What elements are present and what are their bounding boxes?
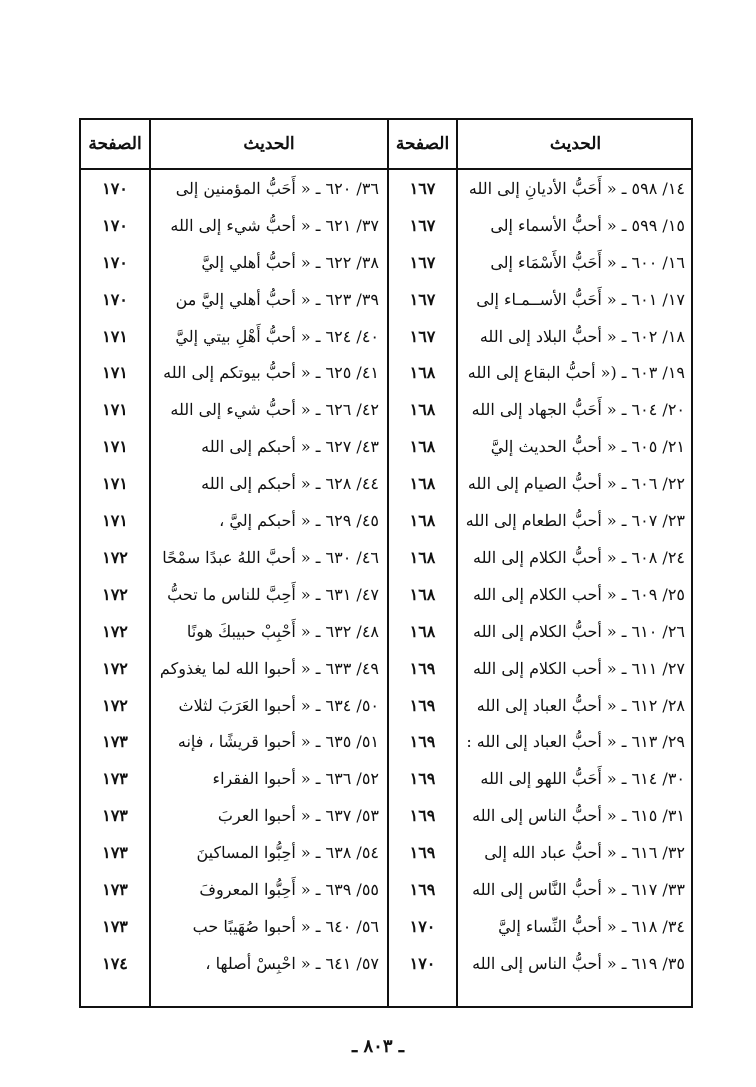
- page-ref: ١٧٢: [102, 695, 128, 715]
- hadith-entry: ٥٠/ ٦٣٤ ـ « أحبوا العَرَبَ لثلاث: [178, 695, 379, 715]
- hadith-entry: ١٨/ ٦٠٢ ـ « أحبُّ البلاد إلى الله: [479, 326, 685, 346]
- page-ref: ١٦٧: [409, 178, 436, 198]
- hadith-entry: ٢٨/ ٦١٢ ـ « أحبُّ العباد إلى الله: [476, 695, 685, 715]
- table-row: [81, 318, 691, 355]
- hadith-entry: ٣٨/ ٦٢٢ ـ « أحبُّ أهلي إليَّ: [201, 252, 379, 272]
- table-row: [81, 502, 691, 539]
- table-row: [81, 428, 691, 465]
- page-ref: ١٧٣: [102, 880, 128, 900]
- page-ref: ١٦٧: [409, 326, 436, 346]
- page-number: ـ ٨٠٣ ـ: [351, 1036, 405, 1057]
- table-row: [81, 871, 691, 908]
- hadith-entry: ٢١/ ٦٠٥ ـ « أحبُّ الحديث إليَّ: [490, 437, 685, 457]
- hadith-entry: ٢٩/ ٦١٣ ـ « أحبُّ العباد إلى الله :: [466, 732, 685, 752]
- page-ref: ١٧٠: [409, 953, 436, 973]
- table-row: [81, 724, 691, 761]
- header-page-left: الصفحة: [88, 134, 142, 154]
- header-hadith-left: الحديث: [243, 134, 295, 154]
- page-ref: ١٦٨: [409, 511, 436, 531]
- page-ref: ١٧١: [102, 326, 128, 346]
- page-ref: ١٧١: [102, 400, 128, 420]
- page-ref: ١٧٣: [102, 732, 128, 752]
- header-hadith-right: الحديث: [549, 134, 602, 154]
- hadith-entry: ٤٩/ ٦٣٣ ـ « أحبوا الله لما يغذوكم: [159, 658, 379, 678]
- table-row: [81, 945, 691, 982]
- hadith-entry: ٤٥/ ٦٢٩ ـ « أحبكم إليَّ ،: [219, 511, 379, 531]
- page-ref: ١٦٧: [409, 252, 436, 272]
- page-ref: ١٦٧: [409, 289, 436, 309]
- page-ref: ١٧٠: [409, 916, 436, 936]
- hadith-entry: ٢٦/ ٦١٠ ـ « أحبُّ الكلام إلى الله: [473, 621, 685, 641]
- hadith-entry: ٣٣/ ٦١٧ ـ « أحبُّ النَّاس إلى الله: [472, 880, 685, 900]
- table-row: [81, 170, 691, 207]
- page-ref: ١٦٨: [409, 584, 436, 604]
- hadith-entry: ٣٥/ ٦١٩ ـ « أحبُّ الناس إلى الله: [472, 953, 685, 973]
- hadith-entry: ٤١/ ٦٢٥ ـ « أحبُّ بيوتكم إلى الله: [163, 363, 379, 383]
- page-ref: ١٧٢: [102, 547, 128, 567]
- hadith-entry: ٢٥/ ٦٠٩ ـ « أحب الكلام إلى الله: [473, 584, 685, 604]
- table-row: [81, 687, 691, 724]
- hadith-entry: ٢٠/ ٦٠٤ ـ « أَحَبُّ الجهاد إلى الله: [471, 400, 685, 420]
- page-ref: ١٧٠: [102, 215, 128, 235]
- page-ref: ١٦٩: [409, 806, 436, 826]
- hadith-entry: ٤٠/ ٦٢٤ ـ « أحبُّ أَهْلِ بيتي إليَّ: [175, 326, 379, 346]
- hadith-entry: ٤٣/ ٦٢٧ ـ « أحبكم إلى الله: [201, 437, 379, 457]
- hadith-entry: ٢٤/ ٦٠٨ ـ « أحبُّ الكلام إلى الله: [473, 547, 685, 567]
- hadith-entry: ٥٧/ ٦٤١ ـ « احْبِسْ أصلها ،: [205, 953, 379, 973]
- table-row: [81, 613, 691, 650]
- hadith-entry: ٣٦/ ٦٢٠ ـ « أَحَبُّ المؤمنين إلى: [175, 178, 379, 198]
- hadith-entry: ٢٢/ ٦٠٦ ـ « أحبُّ الصيام إلى الله: [467, 474, 685, 494]
- page-ref: ١٦٩: [409, 732, 436, 752]
- table-row: [81, 391, 691, 428]
- hadith-entry: ٢٣/ ٦٠٧ ـ « أحبُّ الطعام إلى الله: [465, 511, 685, 531]
- hadith-entry: ٥٦/ ٦٤٠ ـ « أحبوا صُهَيبًا حب: [192, 916, 379, 936]
- page-ref: ١٦٩: [409, 658, 436, 678]
- table-row: [81, 834, 691, 871]
- table-row: [81, 576, 691, 613]
- page-ref: ١٦٨: [409, 363, 436, 383]
- hadith-entry: ٤٧/ ٦٣١ ـ « أَحِبَّ للناس ما تحبُّ: [167, 584, 379, 604]
- page-ref: ١٧١: [102, 474, 128, 494]
- table-row: [81, 355, 691, 392]
- hadith-entry: ٤٢/ ٦٢٦ ـ « أحبُّ شيء إلى الله: [170, 400, 379, 420]
- page-ref: ١٦٨: [409, 437, 436, 457]
- page-ref: ١٧٣: [102, 769, 128, 789]
- page-ref: ١٦٨: [409, 547, 436, 567]
- page-ref: ١٧١: [102, 437, 128, 457]
- table-row: [81, 539, 691, 576]
- hadith-entry: ٣٢/ ٦١٦ ـ « أحبُّ عباد الله إلى: [484, 843, 685, 863]
- hadith-entry: ١٧/ ٦٠١ ـ « أَحَبُّ الأســمـاء إلى: [476, 289, 685, 309]
- hadith-entry: ٢٧/ ٦١١ ـ « أحب الكلام إلى الله: [473, 658, 685, 678]
- hadith-entry: ٥٤/ ٦٣٨ ـ « أحِبُّوا المساكينَ: [196, 843, 379, 863]
- hadith-entry: ١٥/ ٥٩٩ ـ « أحبُّ الأسماء إلى: [490, 215, 685, 235]
- page-ref: ١٧٢: [102, 621, 128, 641]
- hadith-entry: ٣٠/ ٦١٤ ـ « أَحَبُّ اللهو إلى الله: [480, 769, 685, 789]
- hadith-entry: ١٦/ ٦٠٠ ـ « أَحَبُّ الأَسْمَاء إلى: [490, 252, 685, 272]
- page-ref: ١٧٤: [102, 953, 128, 973]
- hadith-entry: ٥٢/ ٦٣٦ ـ « أحبوا الفقراء: [212, 769, 379, 789]
- hadith-entry: ٤٤/ ٦٢٨ ـ « أحبكم إلى الله: [201, 474, 379, 494]
- page-ref: ١٧٢: [102, 658, 128, 678]
- hadith-entry: ٣٧/ ٦٢١ ـ « أحبُّ شيء إلى الله: [170, 215, 379, 235]
- page-ref: ١٧١: [102, 511, 128, 531]
- table-row: [81, 244, 691, 281]
- page-ref: ١٦٨: [409, 621, 436, 641]
- hadith-entry: ٥٥/ ٦٣٩ ـ « أَحِبُّوا المعروفَ: [199, 880, 379, 900]
- table-row: [81, 465, 691, 502]
- page-ref: ١٦٨: [409, 400, 436, 420]
- table-row: [81, 797, 691, 834]
- page-ref: ١٧٣: [102, 843, 128, 863]
- page-ref: ١٦٧: [409, 215, 436, 235]
- hadith-entry: ٣١/ ٦١٥ ـ « أحبُّ الناس إلى الله: [472, 806, 685, 826]
- page-ref: ١٦٩: [409, 695, 436, 715]
- table-row: [81, 908, 691, 945]
- page-ref: ١٧٠: [102, 289, 128, 309]
- hadith-entry: ١٤/ ٥٩٨ ـ « أَحَبُّ الأديانِ إلى الله: [468, 178, 685, 198]
- table-row: [81, 281, 691, 318]
- hadith-entry: ٣٤/ ٦١٨ ـ « أحبُّ النِّساء إليَّ: [498, 916, 685, 936]
- page-ref: ١٦٩: [409, 880, 436, 900]
- page-ref: ١٧٠: [102, 252, 128, 272]
- hadith-entry: ٥٣/ ٦٣٧ ـ « أحبوا العربَ: [217, 806, 379, 826]
- table-row: [81, 207, 691, 244]
- hadith-entry: ٤٨/ ٦٣٢ ـ « أَحْبِبْ حبيبكَ هونًا: [186, 621, 379, 641]
- page-ref: ١٧٣: [102, 916, 128, 936]
- header-page-right: الصفحة: [395, 134, 450, 154]
- page-ref: ١٧١: [102, 363, 128, 383]
- hadith-entry: ٤٦/ ٦٣٠ ـ « أحبَّ اللهُ عبدًا سمْحًا: [162, 547, 379, 567]
- table-row: [81, 650, 691, 687]
- page-ref: ١٧٣: [102, 806, 128, 826]
- index-table: [79, 118, 693, 1008]
- page-ref: ١٦٩: [409, 843, 436, 863]
- page-ref: ١٦٨: [409, 474, 436, 494]
- hadith-entry: ٣٩/ ٦٢٣ ـ « أحبُّ أهلي إليَّ من: [175, 289, 379, 309]
- page-ref: ١٦٩: [409, 769, 436, 789]
- page-ref: ١٧٠: [102, 178, 128, 198]
- page-ref: ١٧٢: [102, 584, 128, 604]
- hadith-entry: ١٩/ ٦٠٣ ـ (« أحبُّ البقاع إلى الله: [467, 363, 685, 383]
- table-row: [81, 760, 691, 797]
- hadith-entry: ٥١/ ٦٣٥ ـ « أحبوا قريشًا ، فإنه: [177, 732, 379, 752]
